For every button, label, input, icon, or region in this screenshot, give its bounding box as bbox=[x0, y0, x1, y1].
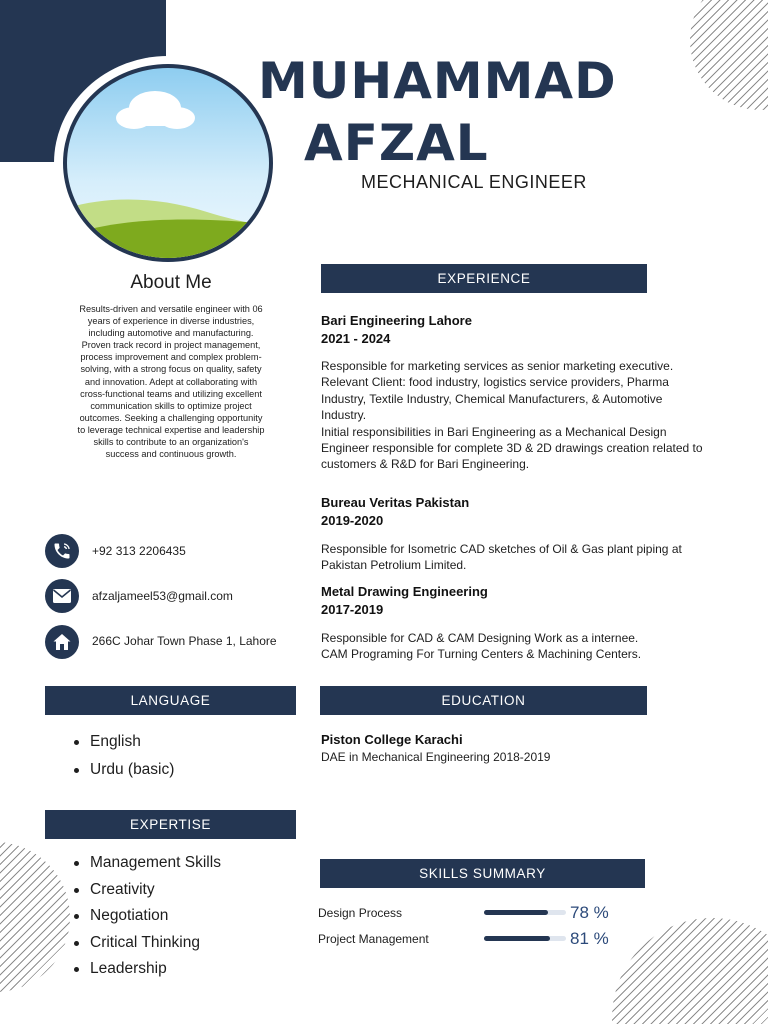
skill-progress-track bbox=[484, 936, 566, 941]
hatched-circle-decoration bbox=[612, 918, 768, 1024]
expertise-list bbox=[70, 852, 221, 985]
list-item: Critical Thinking bbox=[70, 932, 221, 959]
skills-summary-section-header: SKILLS SUMMARY bbox=[320, 859, 645, 888]
language-section-header: LANGUAGE bbox=[45, 686, 296, 715]
experience-period: 2021 - 2024 bbox=[321, 331, 391, 346]
profile-photo bbox=[63, 64, 273, 262]
house-icon bbox=[45, 625, 79, 659]
home-address: 266C Johar Town Phase 1, Lahore bbox=[92, 634, 277, 648]
language-list bbox=[70, 731, 174, 787]
experience-description: Responsible for CAD & CAM Designing Work as a internee. CAM Programing For Turning Centers & Machining Centers. bbox=[321, 631, 642, 662]
phone-number: +92 313 2206435 bbox=[92, 544, 186, 558]
experience-description: Responsible for Isometric CAD sketches of Oil & Gas plant piping at Pakistan Petrolium Limited. bbox=[321, 542, 682, 573]
skill-progress-track bbox=[484, 910, 566, 915]
list-item: Leadership bbox=[70, 958, 221, 985]
last-name: AFZAL bbox=[304, 114, 489, 172]
experience-period: 2017-2019 bbox=[321, 602, 384, 617]
envelope-icon bbox=[45, 579, 79, 613]
skill-progress-fill bbox=[484, 910, 548, 915]
skill-progress-fill bbox=[484, 936, 550, 941]
experience-company: Bari Engineering Lahore bbox=[321, 313, 472, 328]
experience-section-header: EXPERIENCE bbox=[321, 264, 647, 293]
about-text: Results-driven and versatile engineer with 06 years of experience in diverse industries, including automotive and manufacturing. Proven track record in project management, process improvement and complex problem-solving, with a strong focus on quality, safety and innovation. Adept at collaborating with cross-functional teams and utilizing excellent communication skills to optimize project outcomes. Seeking a challenging opportunity to leverage technical expertise and leadership skills to contribute to an organization's success and continuous growth. bbox=[77, 304, 265, 460]
experience-company: Bureau Veritas Pakistan bbox=[321, 495, 470, 510]
email-address: afzaljameel53@gmail.com bbox=[92, 589, 233, 603]
first-name: MUHAMMAD bbox=[258, 52, 617, 110]
skill-percent: 81 % bbox=[570, 929, 609, 948]
experience-company: Metal Drawing Engineering bbox=[321, 584, 488, 599]
about-heading: About Me bbox=[130, 272, 212, 293]
expertise-section-header: EXPERTISE bbox=[45, 810, 296, 839]
education-section-header: EDUCATION bbox=[320, 686, 647, 715]
experience-period: 2019-2020 bbox=[321, 513, 384, 528]
education-degree: DAE in Mechanical Engineering 2018-2019 bbox=[321, 750, 551, 764]
job-title: MECHANICAL ENGINEER bbox=[361, 172, 587, 192]
list-item: Management Skills bbox=[70, 852, 221, 879]
list-item: English bbox=[70, 731, 174, 759]
skill-name: Design Process bbox=[318, 906, 403, 920]
experience-description: Responsible for marketing services as senior marketing executive. Relevant Client: food industry, logistics service providers, Pharma Industry, Textile Industry, Chemical Manufacturers, & Automotive Industry. Initial responsibilities in Bari Engineering as a Mechanical Design Engineer responsible for complete 3D & 2D drawings creation related to customers & R&D for Bari Engineering. bbox=[321, 359, 703, 472]
hatched-circle-decoration bbox=[690, 0, 768, 110]
skill-percent: 78 % bbox=[570, 903, 609, 922]
landscape-image-icon bbox=[67, 68, 269, 258]
phone-icon bbox=[45, 534, 79, 568]
skill-name: Project Management bbox=[318, 932, 429, 946]
list-item: Creativity bbox=[70, 879, 221, 906]
list-item: Urdu (basic) bbox=[70, 759, 174, 787]
hatched-circle-decoration bbox=[0, 842, 70, 992]
education-school: Piston College Karachi bbox=[321, 732, 463, 747]
list-item: Negotiation bbox=[70, 905, 221, 932]
